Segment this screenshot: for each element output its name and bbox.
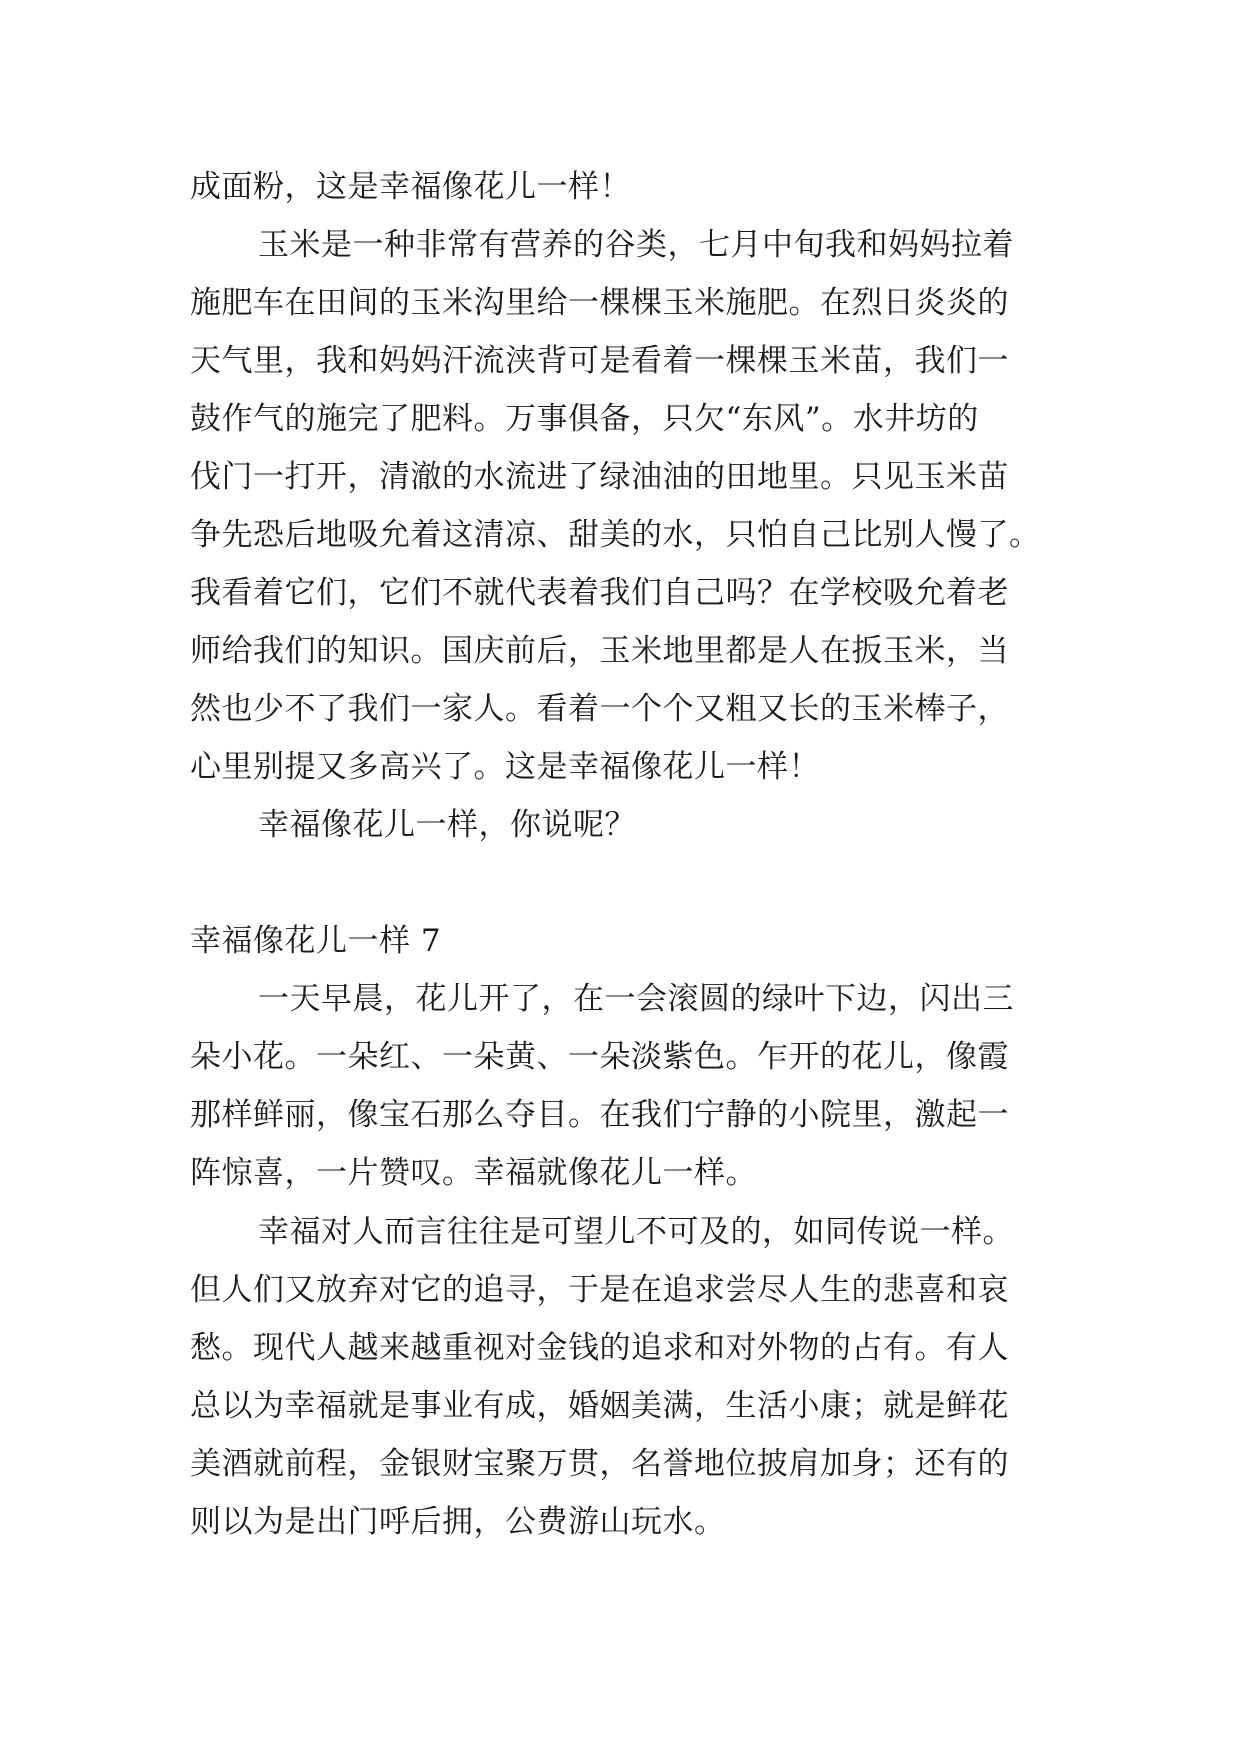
text-line	[0, 1319, 1241, 1377]
paragraph-line: 愁。现代人越来越重视对金钱的追求和对外物的占有。有人	[190, 1330, 1009, 1366]
paragraph-first-line: 一天早晨，花儿开了，在一会滚圆的绿叶下边，闪出三	[258, 981, 1014, 1017]
text-line	[0, 622, 1241, 680]
paragraph-line: 则以为是出门呼后拥，公费游山玩水。	[190, 1504, 726, 1540]
text-line	[0, 796, 1241, 854]
text-line	[0, 1435, 1241, 1493]
paragraph-first-line: 幸福像花儿一样，你说呢？	[258, 807, 636, 843]
text-line	[0, 1086, 1241, 1144]
paragraph-line: 心里别提又多高兴了。这是幸福像花儿一样！	[190, 749, 820, 785]
paragraph-line: 伐门一打开，清澈的水流进了绿油油的田地里。只见玉米苗	[190, 459, 1009, 495]
text-line	[0, 390, 1241, 448]
paragraph-line: 天气里，我和妈妈汗流浃背可是看着一棵棵玉米苗，我们一	[190, 343, 1009, 379]
text-line	[0, 448, 1241, 506]
paragraph-continuation: 成面粉，这是幸福像花儿一样！	[190, 169, 631, 205]
text-line	[0, 274, 1241, 332]
section-heading-line	[0, 912, 1241, 970]
text-line	[0, 1377, 1241, 1435]
paragraph-line: 总以为幸福就是事业有成，婚姻美满，生活小康；就是鲜花	[190, 1388, 1009, 1424]
text-line	[0, 1028, 1241, 1086]
text-line	[0, 216, 1241, 274]
paragraph-first-line: 玉米是一种非常有营养的谷类，七月中旬我和妈妈拉着	[258, 227, 1014, 263]
text-line	[0, 680, 1241, 738]
text-line	[0, 158, 1241, 216]
paragraph-first-line: 幸福对人而言往往是可望儿不可及的，如同传说一样。	[258, 1214, 1014, 1250]
paragraph-line: 争先恐后地吸允着这清凉、甜美的水，只怕自己比别人慢了。	[190, 517, 1041, 553]
paragraph-line: 那样鲜丽，像宝石那么夺目。在我们宁静的小院里，激起一	[190, 1097, 1009, 1133]
text-line	[0, 1144, 1241, 1202]
paragraph-line: 美酒就前程，金银财宝聚万贯，名誉地位披肩加身；还有的	[190, 1446, 1009, 1482]
text-line	[0, 738, 1241, 796]
text-line	[0, 506, 1241, 564]
section-heading: 幸福像花儿一样 7	[190, 923, 442, 959]
text-line	[0, 1493, 1241, 1551]
paragraph-line: 师给我们的知识。国庆前后，玉米地里都是人在扳玉米，当	[190, 633, 1009, 669]
paragraph-line: 鼓作气的施完了肥料。万事俱备，只欠“东风”。水井坊的	[190, 401, 979, 437]
text-line	[0, 1203, 1241, 1261]
paragraph-line: 朵小花。一朵红、一朵黄、一朵淡紫色。乍开的花儿，像霞	[190, 1039, 1009, 1075]
paragraph-line: 然也少不了我们一家人。看着一个个又粗又长的玉米棒子，	[190, 691, 1009, 727]
paragraph-line: 施肥车在田间的玉米沟里给一棵棵玉米施肥。在烈日炎炎的	[190, 285, 1009, 321]
text-line	[0, 332, 1241, 390]
text-line	[0, 970, 1241, 1028]
paragraph-line: 阵惊喜，一片赞叹。幸福就像花儿一样。	[190, 1155, 757, 1191]
paragraph-line: 我看着它们，它们不就代表着我们自己吗？在学校吸允着老	[190, 575, 1009, 611]
paragraph-line: 但人们又放弃对它的追寻，于是在追求尝尽人生的悲喜和哀	[190, 1272, 1009, 1308]
text-line	[0, 564, 1241, 622]
text-line	[0, 1261, 1241, 1319]
